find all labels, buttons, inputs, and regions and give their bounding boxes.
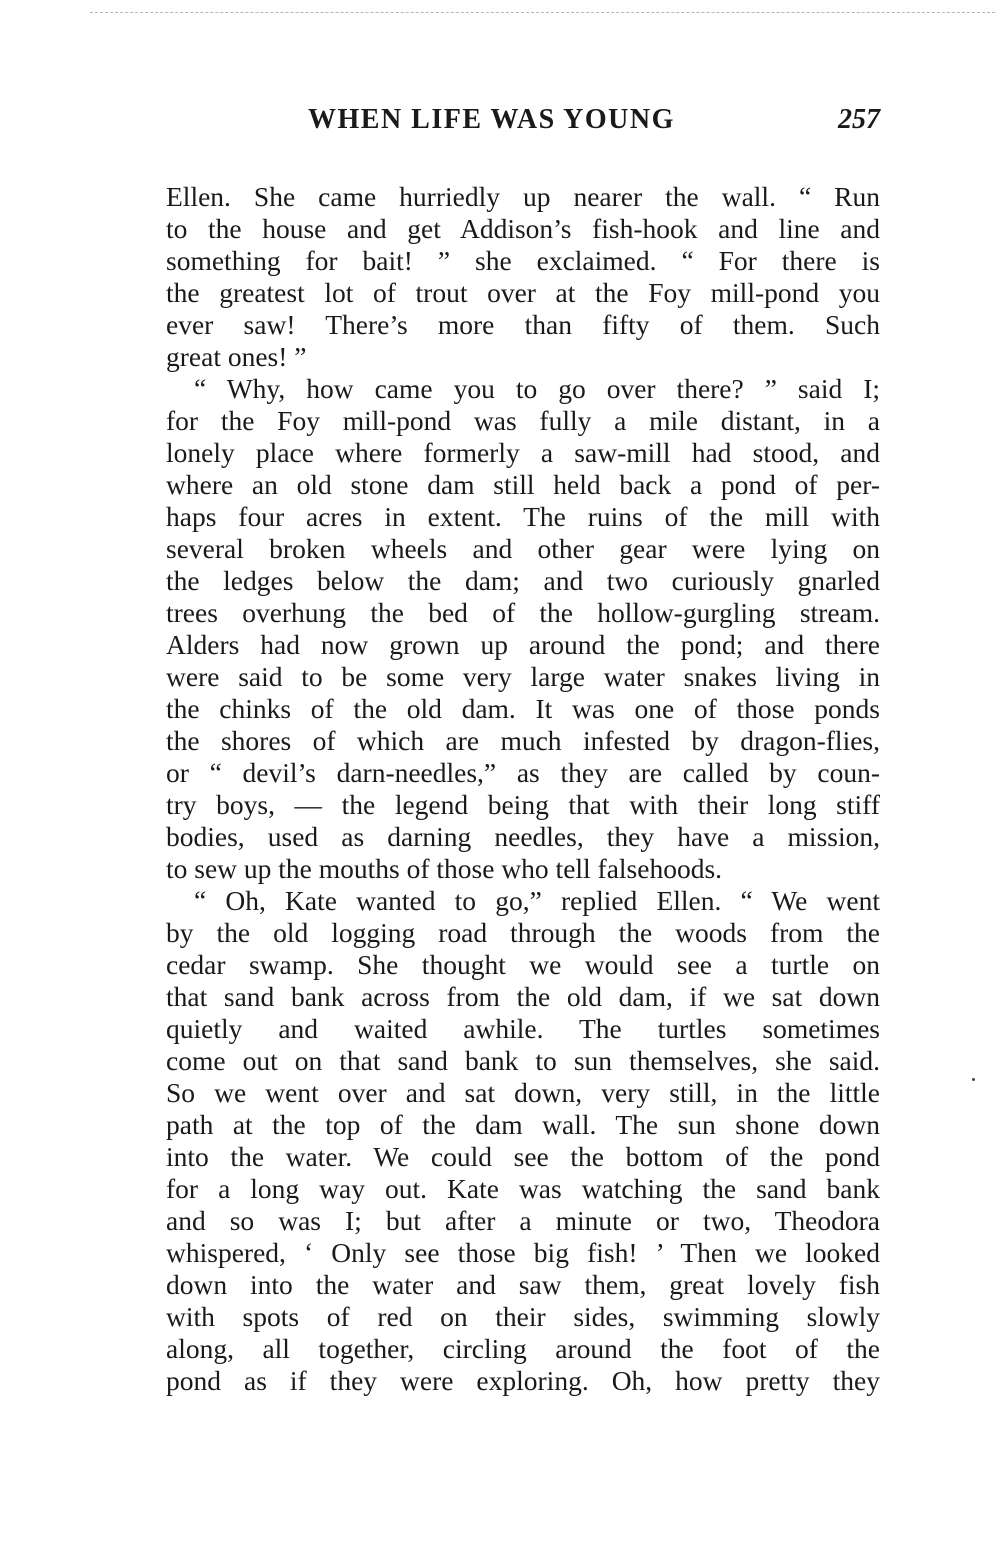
body-text bbox=[166, 181, 880, 1397]
page-number: 257 bbox=[838, 104, 880, 135]
text-line: for a long way out. Kate was watching the sand bank bbox=[166, 1173, 880, 1204]
text-line: several broken wheels and other gear were lying on bbox=[166, 533, 880, 564]
text-line: path at the top of the dam wall. The sun shone down bbox=[166, 1109, 880, 1140]
scan-edge-line bbox=[90, 12, 995, 13]
margin-speck bbox=[972, 1078, 975, 1081]
text-line: to the house and get Addison’s fish-hook and line and bbox=[166, 213, 880, 244]
text-line: quietly and waited awhile. The turtles sometimes bbox=[166, 1013, 880, 1044]
text-line: the greatest lot of trout over at the Foy mill-pond you bbox=[166, 277, 880, 308]
page-header bbox=[166, 104, 880, 144]
text-line: down into the water and saw them, great lovely fish bbox=[166, 1269, 880, 1300]
text-line: great ones! ” bbox=[166, 341, 307, 372]
text-line: whispered, ‘ Only see those big fish! ’ Then we looked bbox=[166, 1237, 880, 1268]
text-line: were said to be some very large water snakes living in bbox=[166, 661, 880, 692]
running-head: WHEN LIFE WAS YOUNG bbox=[308, 104, 675, 135]
text-line: with spots of red on their sides, swimming slowly bbox=[166, 1301, 880, 1332]
text-line: So we went over and sat down, very still, in the little bbox=[166, 1077, 880, 1108]
text-line: along, all together, circling around the foot of the bbox=[166, 1333, 880, 1364]
text-line: trees overhung the bed of the hollow-gurgling stream. bbox=[166, 597, 880, 628]
text-line: something for bait! ” she exclaimed. “ For there is bbox=[166, 245, 880, 276]
text-line: lonely place where formerly a saw-mill had stood, and bbox=[166, 437, 880, 468]
text-line: come out on that sand bank to sun themselves, she said. bbox=[166, 1045, 880, 1076]
text-line: into the water. We could see the bottom of the pond bbox=[166, 1141, 880, 1172]
text-line: where an old stone dam still held back a pond of per- bbox=[166, 469, 880, 500]
text-line: “ Oh, Kate wanted to go,” replied Ellen. “ We went bbox=[194, 885, 880, 916]
text-line: “ Why, how came you to go over there? ” said I; bbox=[194, 373, 880, 404]
text-line: by the old logging road through the woods from the bbox=[166, 917, 880, 948]
text-line: for the Foy mill-pond was fully a mile distant, in a bbox=[166, 405, 880, 436]
text-line: the shores of which are much infested by dragon-flies, bbox=[166, 725, 880, 756]
text-line: cedar swamp. She thought we would see a turtle on bbox=[166, 949, 880, 980]
text-line: the ledges below the dam; and two curiously gnarled bbox=[166, 565, 880, 596]
text-line: Ellen. She came hurriedly up nearer the wall. “ Run bbox=[166, 181, 880, 212]
text-line: ever saw! There’s more than fifty of them. Such bbox=[166, 309, 880, 340]
text-line: try boys, — the legend being that with their long stiff bbox=[166, 789, 880, 820]
text-line: the chinks of the old dam. It was one of those ponds bbox=[166, 693, 880, 724]
text-line: bodies, used as darning needles, they have a mission, bbox=[166, 821, 880, 852]
text-line: that sand bank across from the old dam, if we sat down bbox=[166, 981, 880, 1012]
text-line: and so was I; but after a minute or two, Theodora bbox=[166, 1205, 880, 1236]
text-line: to sew up the mouths of those who tell falsehoods. bbox=[166, 853, 723, 884]
text-line: or “ devil’s darn-needles,” as they are called by coun- bbox=[166, 757, 880, 788]
text-line: haps four acres in extent. The ruins of the mill with bbox=[166, 501, 880, 532]
text-line: Alders had now grown up around the pond; and there bbox=[166, 629, 880, 660]
text-line: pond as if they were exploring. Oh, how pretty they bbox=[166, 1365, 880, 1396]
